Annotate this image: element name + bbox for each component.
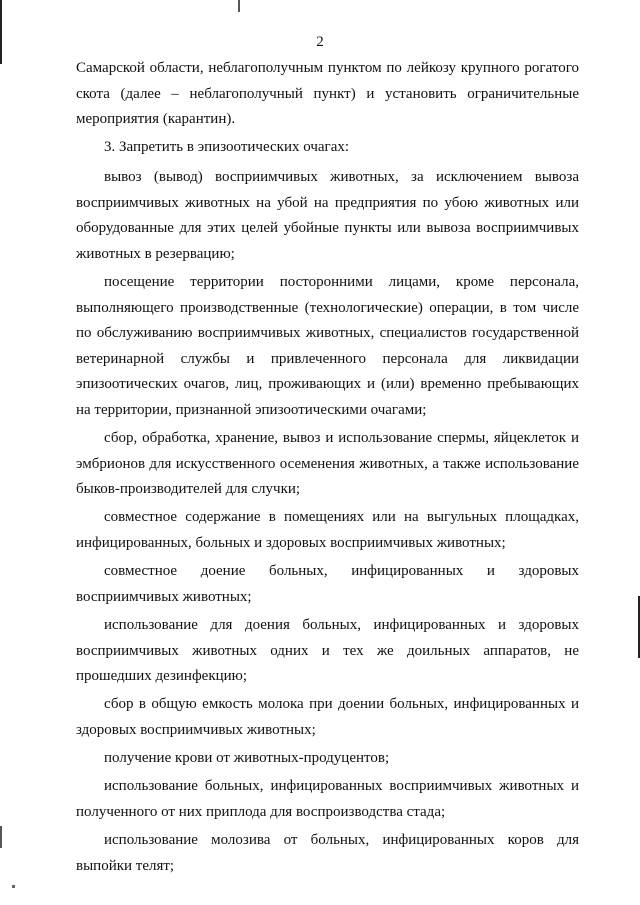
prohibition-item: сбор, обработка, хранение, вывоз и использование спермы, яйцеклеток и эмбрионов для искусственного осеменения животных, а также использование быков-производителей для случки;	[76, 430, 579, 498]
document-body	[76, 56, 579, 882]
prohibition-item: сбор в общую емкость молока при доении больных, инфицированных и здоровых восприимчивых животных;	[76, 696, 579, 738]
clause-heading: 3. Запретить в эпизоотических очагах:	[104, 139, 350, 156]
prohibition-item: использование для доения больных, инфицированных и здоровых восприимчивых животных одних и тех же доильных аппаратов, не прошедших дезинфекцию;	[76, 617, 579, 685]
prohibition-item: совместное доение больных, инфицированных и здоровых восприимчивых животных;	[76, 563, 579, 605]
scan-edge-mark	[238, 0, 240, 12]
scan-edge-mark	[0, 826, 2, 848]
prohibition-item: посещение территории посторонними лицами, кроме персонала, выполняющего производственные (технологические) операции, в том числе по обслуживанию восприимчивых животных, специалистов государственной ветеринарной службы и привлеченного персонала для ликвидации эпизоотических очагов, лиц, проживающих и (или) временно пребывающих на территории, признанной эпизоотическими очагами;	[76, 273, 579, 418]
paragraph-continuation: Самарской области, неблагополучным пунктом по лейкозу крупного рогатого скота (далее – неблагополучный пункт) и установить ограничительные мероприятия (карантин).	[76, 60, 579, 128]
prohibition-item: совместное содержание в помещениях или на выгульных площадках, инфицированных, больных и здоровых восприимчивых животных;	[76, 509, 579, 552]
prohibition-item: использование больных, инфицированных восприимчивых животных и полученного от них приплода для воспроизводства стада;	[76, 778, 579, 820]
page-number: 2	[316, 34, 324, 50]
prohibition-item: использование молозива от больных, инфицированных коров для выпойки телят;	[76, 832, 579, 874]
prohibition-item: получение крови от животных-продуцентов;	[104, 750, 390, 767]
prohibition-item: вывоз (вывод) восприимчивых животных, за исключением вывоза восприимчивых животных на убой на предприятия по убою животных или оборудованные для этих целей убойные пункты или вывоза восприимчивых животных в резервацию;	[76, 168, 579, 262]
scan-edge-mark	[0, 0, 2, 64]
scan-edge-mark	[12, 885, 15, 888]
